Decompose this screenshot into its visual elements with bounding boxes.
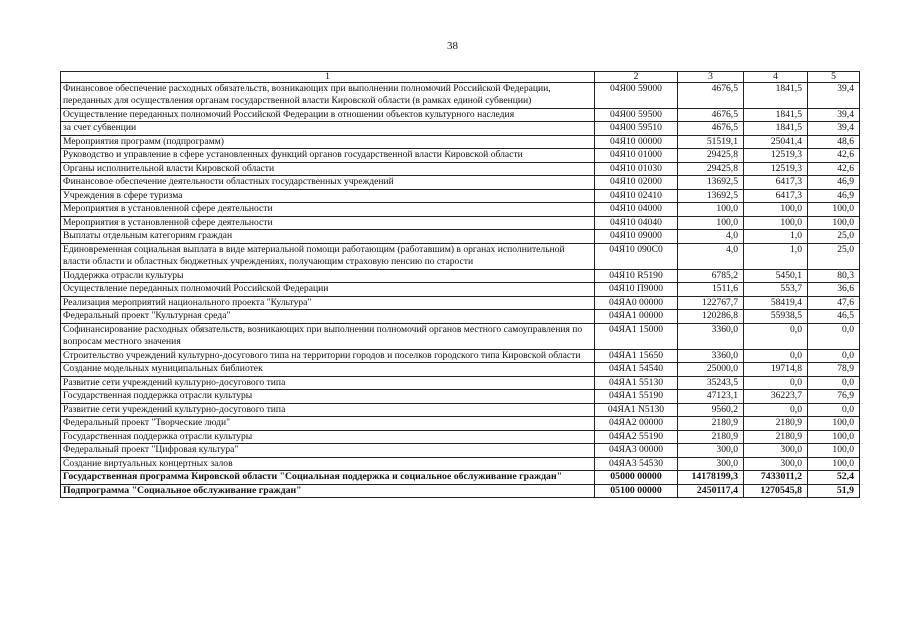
- row-value-cell: 4,0: [678, 243, 744, 269]
- row-value-cell: 25041,4: [744, 135, 808, 149]
- row-name-cell: Государственная программа Кировской области "Социальная поддержка и социальное обслуживание граждан": [61, 471, 595, 485]
- row-value-cell: 553,7: [744, 283, 808, 297]
- row-value-cell: 1270545,8: [744, 484, 808, 498]
- row-value-cell: 3360,0: [678, 323, 744, 349]
- row-code-cell: 04Я10 01000: [595, 149, 678, 163]
- table-row: [61, 108, 860, 122]
- row-value-cell: 4676,5: [678, 108, 744, 122]
- row-value-cell: 13692,5: [678, 176, 744, 190]
- row-percent-cell: 0,0: [808, 376, 860, 390]
- row-value-cell: 25000,0: [678, 363, 744, 377]
- row-value-cell: 55938,5: [744, 310, 808, 324]
- row-code-cell: 04Я10 R5190: [595, 269, 678, 283]
- row-percent-cell: 0,0: [808, 403, 860, 417]
- row-percent-cell: 46,9: [808, 176, 860, 190]
- row-name-cell: Строительство учреждений культурно-досугового типа на территории городов и поселков городского типа Кировской области: [61, 349, 595, 363]
- budget-table: [60, 71, 860, 498]
- row-name-cell: Развитие сети учреждений культурно-досугового типа: [61, 376, 595, 390]
- row-value-cell: 12519,3: [744, 162, 808, 176]
- row-code-cell: 04Я10 02410: [595, 189, 678, 203]
- row-value-cell: 2180,9: [744, 417, 808, 431]
- row-name-cell: Подпрограмма "Социальное обслуживание граждан": [61, 484, 595, 498]
- row-name-cell: Реализация мероприятий национального проекта "Культура": [61, 296, 595, 310]
- row-name-cell: Федеральный проект "Творческие люди": [61, 417, 595, 431]
- table-row: [61, 430, 860, 444]
- row-code-cell: 04ЯА1 15650: [595, 349, 678, 363]
- row-value-cell: 1,0: [744, 230, 808, 244]
- table-row: [61, 243, 860, 269]
- row-percent-cell: 52,4: [808, 471, 860, 485]
- row-percent-cell: 46,5: [808, 310, 860, 324]
- row-value-cell: 2180,9: [744, 430, 808, 444]
- table-row: [61, 363, 860, 377]
- row-percent-cell: 51,9: [808, 484, 860, 498]
- row-value-cell: 1841,5: [744, 122, 808, 136]
- row-code-cell: 04ЯА1 55130: [595, 376, 678, 390]
- row-code-cell: 04ЯА3 00000: [595, 444, 678, 458]
- row-code-cell: 04Я10 04040: [595, 216, 678, 230]
- row-value-cell: 6417,3: [744, 176, 808, 190]
- row-percent-cell: 100,0: [808, 203, 860, 217]
- row-code-cell: 04Я00 59000: [595, 82, 678, 108]
- table-row: [61, 230, 860, 244]
- row-percent-cell: 25,0: [808, 230, 860, 244]
- row-code-cell: 04ЯА1 15000: [595, 323, 678, 349]
- row-value-cell: 4,0: [678, 230, 744, 244]
- row-value-cell: 100,0: [678, 203, 744, 217]
- row-percent-cell: 36,6: [808, 283, 860, 297]
- table-row: [61, 203, 860, 217]
- row-name-cell: Государственная поддержка отрасли культуры: [61, 390, 595, 404]
- row-value-cell: 9560,2: [678, 403, 744, 417]
- row-code-cell: 05000 00000: [595, 471, 678, 485]
- table-row: [61, 176, 860, 190]
- table-row: [61, 135, 860, 149]
- header-cell: 1: [61, 72, 595, 83]
- row-name-cell: Единовременная социальная выплата в виде материальной помощи работающим (работавшим) в органах исполнительной власти области и областных бюджетных учреждениях, получающим страховую пенсию по старости: [61, 243, 595, 269]
- table-row: [61, 417, 860, 431]
- row-value-cell: 51519,1: [678, 135, 744, 149]
- row-value-cell: 300,0: [678, 457, 744, 471]
- row-percent-cell: 39,4: [808, 108, 860, 122]
- row-value-cell: 4676,5: [678, 122, 744, 136]
- row-value-cell: 0,0: [744, 376, 808, 390]
- table-row: [61, 310, 860, 324]
- row-name-cell: Мероприятия в установленной сфере деятельности: [61, 203, 595, 217]
- row-value-cell: 1,0: [744, 243, 808, 269]
- row-value-cell: 1841,5: [744, 82, 808, 108]
- row-name-cell: Поддержка отрасли культуры: [61, 269, 595, 283]
- table-row: [61, 82, 860, 108]
- row-value-cell: 12519,3: [744, 149, 808, 163]
- row-name-cell: Федеральный проект "Культурная среда": [61, 310, 595, 324]
- table-row: [61, 283, 860, 297]
- row-name-cell: Осуществление переданных полномочий Российской Федерации в отношении объектов культурного наследия: [61, 108, 595, 122]
- row-value-cell: 122767,7: [678, 296, 744, 310]
- row-value-cell: 29425,8: [678, 149, 744, 163]
- row-percent-cell: 46,9: [808, 189, 860, 203]
- row-value-cell: 35243,5: [678, 376, 744, 390]
- row-code-cell: 04Я10 П9000: [595, 283, 678, 297]
- row-name-cell: Софинансирование расходных обязательств, возникающих при выполнении полномочий органов местного самоуправления по вопросам местного значения: [61, 323, 595, 349]
- row-code-cell: 04ЯА1 54540: [595, 363, 678, 377]
- row-code-cell: 04Я10 00000: [595, 135, 678, 149]
- row-code-cell: 04Я10 02000: [595, 176, 678, 190]
- table-row: [61, 323, 860, 349]
- row-value-cell: 2180,9: [678, 417, 744, 431]
- table-header-row: [61, 72, 860, 83]
- row-code-cell: 04Я00 59500: [595, 108, 678, 122]
- row-percent-cell: 39,4: [808, 82, 860, 108]
- row-code-cell: 04ЯА1 N5130: [595, 403, 678, 417]
- table-row: [61, 376, 860, 390]
- row-name-cell: Создание модельных муниципальных библиотек: [61, 363, 595, 377]
- row-value-cell: 29425,8: [678, 162, 744, 176]
- row-value-cell: 1841,5: [744, 108, 808, 122]
- row-percent-cell: 100,0: [808, 417, 860, 431]
- row-value-cell: 3360,0: [678, 349, 744, 363]
- table-body: [61, 72, 860, 498]
- row-value-cell: 100,0: [744, 203, 808, 217]
- table-row: [61, 189, 860, 203]
- row-name-cell: Развитие сети учреждений культурно-досугового типа: [61, 403, 595, 417]
- row-percent-cell: 25,0: [808, 243, 860, 269]
- table-row: [61, 471, 860, 485]
- table-row: [61, 457, 860, 471]
- row-percent-cell: 42,6: [808, 162, 860, 176]
- row-value-cell: 100,0: [744, 216, 808, 230]
- row-code-cell: 04Я00 59510: [595, 122, 678, 136]
- header-cell: 5: [808, 72, 860, 83]
- page-number: 38: [447, 40, 458, 52]
- row-value-cell: 4676,5: [678, 82, 744, 108]
- row-code-cell: 04ЯА2 00000: [595, 417, 678, 431]
- row-name-cell: за счет субвенции: [61, 122, 595, 136]
- table-row: [61, 484, 860, 498]
- row-percent-cell: 78,9: [808, 363, 860, 377]
- row-percent-cell: 42,6: [808, 149, 860, 163]
- row-code-cell: 04Я10 090С0: [595, 243, 678, 269]
- row-percent-cell: 0,0: [808, 323, 860, 349]
- row-value-cell: 47123,1: [678, 390, 744, 404]
- row-name-cell: Мероприятия в установленной сфере деятельности: [61, 216, 595, 230]
- row-percent-cell: 80,3: [808, 269, 860, 283]
- row-value-cell: 13692,5: [678, 189, 744, 203]
- row-name-cell: Осуществление переданных полномочий Российской Федерации: [61, 283, 595, 297]
- table-row: [61, 149, 860, 163]
- table-row: [61, 296, 860, 310]
- row-code-cell: 04ЯА0 00000: [595, 296, 678, 310]
- row-code-cell: 04ЯА1 00000: [595, 310, 678, 324]
- row-value-cell: 19714,8: [744, 363, 808, 377]
- row-percent-cell: 100,0: [808, 457, 860, 471]
- row-value-cell: 1511,6: [678, 283, 744, 297]
- row-name-cell: Выплаты отдельным категориям граждан: [61, 230, 595, 244]
- row-value-cell: 6785,2: [678, 269, 744, 283]
- row-value-cell: 100,0: [678, 216, 744, 230]
- row-percent-cell: 100,0: [808, 430, 860, 444]
- row-percent-cell: 47,6: [808, 296, 860, 310]
- row-value-cell: 300,0: [678, 444, 744, 458]
- row-code-cell: 04Я10 01030: [595, 162, 678, 176]
- header-cell: 3: [678, 72, 744, 83]
- row-value-cell: 36223,7: [744, 390, 808, 404]
- table-row: [61, 122, 860, 136]
- row-name-cell: Финансовое обеспечение расходных обязательств, возникающих при выполнении полномочий Российской Федерации, переданных для осуществления органам государственной власти Кировской области (в рамках единой субвенции): [61, 82, 595, 108]
- header-cell: 2: [595, 72, 678, 83]
- row-value-cell: 0,0: [744, 349, 808, 363]
- row-percent-cell: 76,9: [808, 390, 860, 404]
- row-value-cell: 6417,3: [744, 189, 808, 203]
- row-name-cell: Органы исполнительной власти Кировской области: [61, 162, 595, 176]
- row-name-cell: Государственная поддержка отрасли культуры: [61, 430, 595, 444]
- row-name-cell: Руководство и управление в сфере установленных функций органов государственной власти Кировской области: [61, 149, 595, 163]
- row-value-cell: 2180,9: [678, 430, 744, 444]
- row-name-cell: Федеральный проект "Цифровая культура": [61, 444, 595, 458]
- row-value-cell: 0,0: [744, 323, 808, 349]
- table-row: [61, 444, 860, 458]
- table-row: [61, 349, 860, 363]
- row-percent-cell: 0,0: [808, 349, 860, 363]
- row-percent-cell: 48,6: [808, 135, 860, 149]
- row-name-cell: Учреждения в сфере туризма: [61, 189, 595, 203]
- row-value-cell: 58419,4: [744, 296, 808, 310]
- table-row: [61, 390, 860, 404]
- row-value-cell: 14178199,3: [678, 471, 744, 485]
- row-value-cell: 300,0: [744, 444, 808, 458]
- row-name-cell: Мероприятия программ (подпрограмм): [61, 135, 595, 149]
- row-value-cell: 2450117,4: [678, 484, 744, 498]
- row-value-cell: 0,0: [744, 403, 808, 417]
- row-value-cell: 120286,8: [678, 310, 744, 324]
- table-row: [61, 269, 860, 283]
- row-name-cell: Создание виртуальных концертных залов: [61, 457, 595, 471]
- row-percent-cell: 39,4: [808, 122, 860, 136]
- table-row: [61, 216, 860, 230]
- row-code-cell: 04Я10 04000: [595, 203, 678, 217]
- row-code-cell: 04ЯА1 55190: [595, 390, 678, 404]
- header-cell: 4: [744, 72, 808, 83]
- row-percent-cell: 100,0: [808, 444, 860, 458]
- row-code-cell: 04ЯА3 54530: [595, 457, 678, 471]
- table-row: [61, 162, 860, 176]
- row-name-cell: Финансовое обеспечение деятельности областных государственных учреждений: [61, 176, 595, 190]
- table-row: [61, 403, 860, 417]
- row-value-cell: 300,0: [744, 457, 808, 471]
- row-value-cell: 7433011,2: [744, 471, 808, 485]
- row-code-cell: 05100 00000: [595, 484, 678, 498]
- row-code-cell: 04ЯА2 55190: [595, 430, 678, 444]
- row-code-cell: 04Я10 09000: [595, 230, 678, 244]
- row-percent-cell: 100,0: [808, 216, 860, 230]
- row-value-cell: 5450,1: [744, 269, 808, 283]
